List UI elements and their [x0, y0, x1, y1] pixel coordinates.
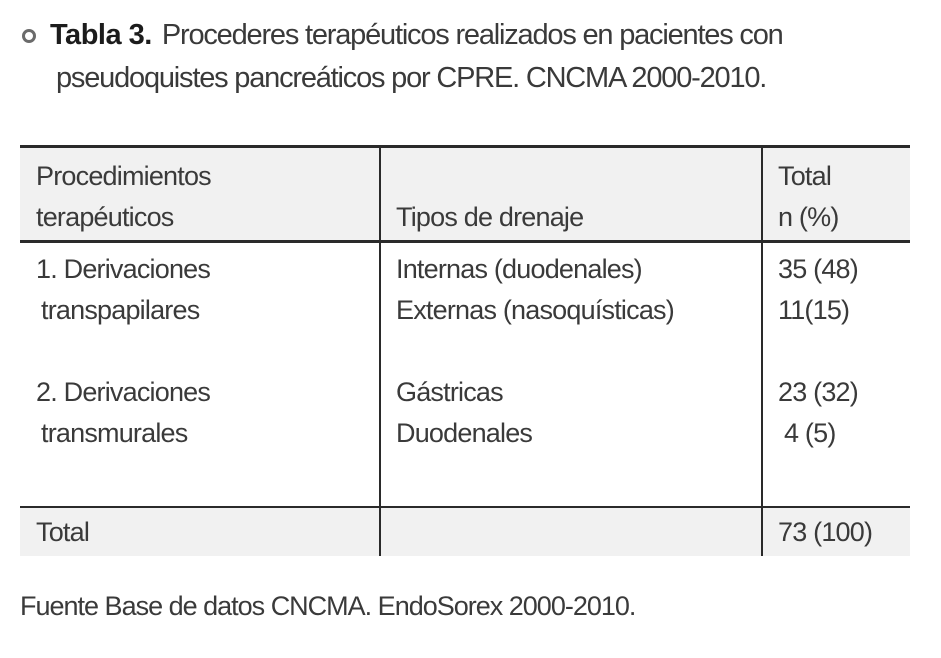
table-caption [22, 14, 927, 100]
column-divider-2-total [761, 508, 763, 556]
caption-text-1: Procederes terapéuticos realizados en pacientes con [161, 19, 783, 51]
totals-group-1 [778, 249, 858, 331]
column-divider-1-body [379, 243, 381, 506]
table-header-row [20, 148, 910, 243]
total-row-label: Total [36, 517, 90, 547]
table-body [20, 243, 910, 506]
procedure-1-line-1: 1. Derivaciones [36, 254, 211, 284]
procedure-2-line-1: 2. Derivaciones [36, 377, 211, 407]
total-2-1: 23 (32) [778, 377, 858, 407]
column-divider-2 [761, 148, 763, 240]
column-divider-2-body [761, 243, 763, 506]
procedure-group-2 [36, 372, 210, 454]
drainage-group-1 [396, 249, 674, 331]
caption-line-2: pseudoquistes pancreáticos por CPRE. CNCMA 2000-2010. [56, 62, 767, 94]
total-row-value: 73 (100) [778, 517, 873, 547]
procedure-2-line-2: transmurales [41, 418, 188, 448]
total-2-2: 4 (5) [784, 418, 836, 448]
caption-label: Tabla 3. [50, 19, 152, 51]
drainage-2-2: Duodenales [396, 418, 533, 448]
drainage-2-1: Gástricas [396, 377, 503, 407]
column-divider-1-total [379, 508, 381, 556]
header-procedures-line-2: terapéuticos [36, 202, 174, 232]
column-divider-1 [379, 148, 381, 240]
header-drainage: Tipos de drenaje [396, 202, 584, 232]
caption-line-1 [22, 14, 927, 57]
header-procedures-line-1: Procedimientos [36, 161, 211, 191]
procedure-1-line-2: transpapilares [41, 295, 200, 325]
header-procedures [36, 156, 211, 238]
header-total-line-1: Total [778, 161, 832, 191]
procedure-group-1 [36, 249, 210, 331]
total-1-1: 35 (48) [778, 254, 858, 284]
header-total-line-2: n (%) [778, 202, 839, 232]
table-total-row [20, 506, 910, 556]
drainage-1-1: Internas (duodenales) [396, 254, 642, 284]
circle-bullet-icon [22, 29, 36, 43]
header-total [778, 156, 839, 238]
totals-group-2 [778, 372, 858, 454]
drainage-1-2: Externas (nasoquísticas) [396, 295, 674, 325]
drainage-group-2 [396, 372, 532, 454]
total-1-2: 11(15) [778, 295, 850, 325]
source-note: Fuente Base de datos CNCMA. EndoSorex 2000-2010. [20, 591, 636, 621]
data-table [20, 145, 910, 556]
